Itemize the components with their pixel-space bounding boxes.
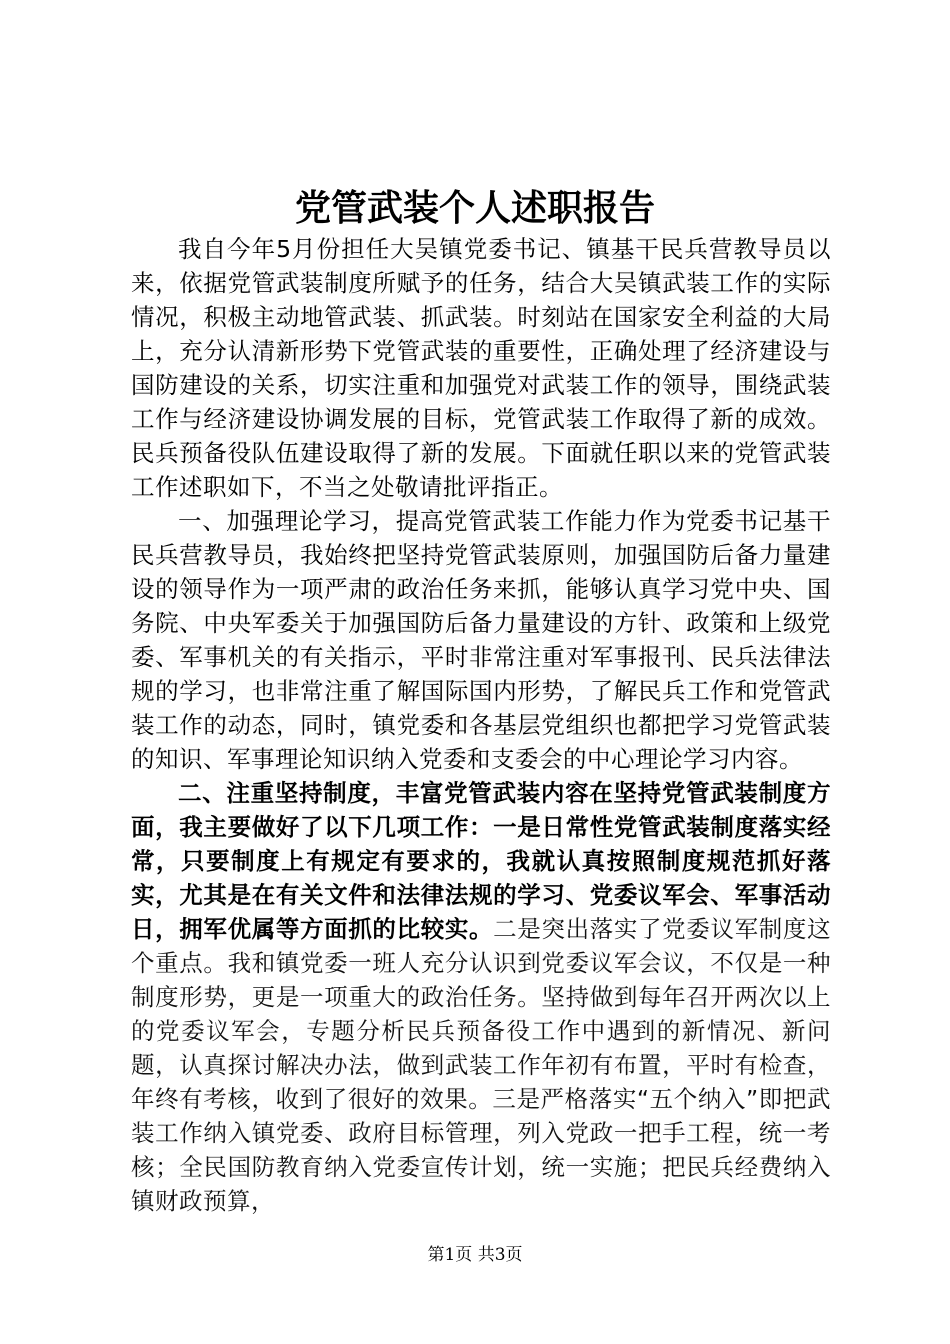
page-footer: 第1页 共3页 [427,1245,523,1265]
paragraph-section-2-regular-part: 二是突出落实了党委议军制度这个重点。我和镇党委一班人充分认识到党委议军会议，不仅是一种制度形势，更是一项重大的政治任务。坚持做到每年召开两次以上的党委议军会，专题分析民兵预备役工作中遇到的新情况、新问题，认真探讨解决办法，做到武装工作年初有布置，平时有检查，年终有考核，收到了很好的效果。三是严格落实“五个纳入”即把武装工作纳入镇党委、政府目标管理，列入党政一把手工程，统一考核；全民国防教育纳入党委宣传计划，统一实施；把民兵经费纳入镇财政预算， [131,915,832,1215]
document-body [131,232,831,1218]
paragraph-intro: 我自今年5月份担任大吴镇党委书记、镇基干民兵营教导员以来，依据党管武装制度所赋予的任务，结合大吴镇武装工作的实际情况，积极主动地管武装、抓武装。时刻站在国家安全利益的大局上，充分认清新形势下党管武装的重要性，正确处理了经济建设与国防建设的关系，切实注重和加强党对武装工作的领导，围绕武装工作与经济建设协调发展的目标，党管武装工作取得了新的成效。民兵预备役队伍建设取得了新的发展。下面就任职以来的党管武装工作述职如下，不当之处敬请批评指正。 [131,235,831,501]
paragraph-section-2 [131,776,831,1218]
document-title: 党管武装个人述职报告 [294,187,655,229]
paragraph-section-2-bold-part: 二、注重坚持制度，丰富党管武装内容在坚持党管武装制度方面，我主要做好了以下几项工作：一是日常性党管武装制度落实经常，只要制度上有规定有要求的，我就认真按照制度规范抓好落实，尤其是在有关文件和法律法规的学习、党委议军会、军事活动日，拥军优属等方面抓的比较实。 [131,779,831,943]
paragraph-section-1: 一、加强理论学习，提高党管武装工作能力作为党委书记基干民兵营教导员，我始终把坚持党管武装原则，加强国防后备力量建设的领导作为一项严肃的政治任务来抓，能够认真学习党中央、国务院、中央军委关于加强国防后备力量建设的方针、政策和上级党委、军事机关的有关指示，平时非常注重对军事报刊、民兵法律法规的学习，也非常注重了解国际国内形势，了解民兵工作和党管武装工作的动态，同时，镇党委和各基层党组织也都把学习党管武装的知识、军事理论知识纳入党委和支委会的中心理论学习内容。 [131,507,831,773]
